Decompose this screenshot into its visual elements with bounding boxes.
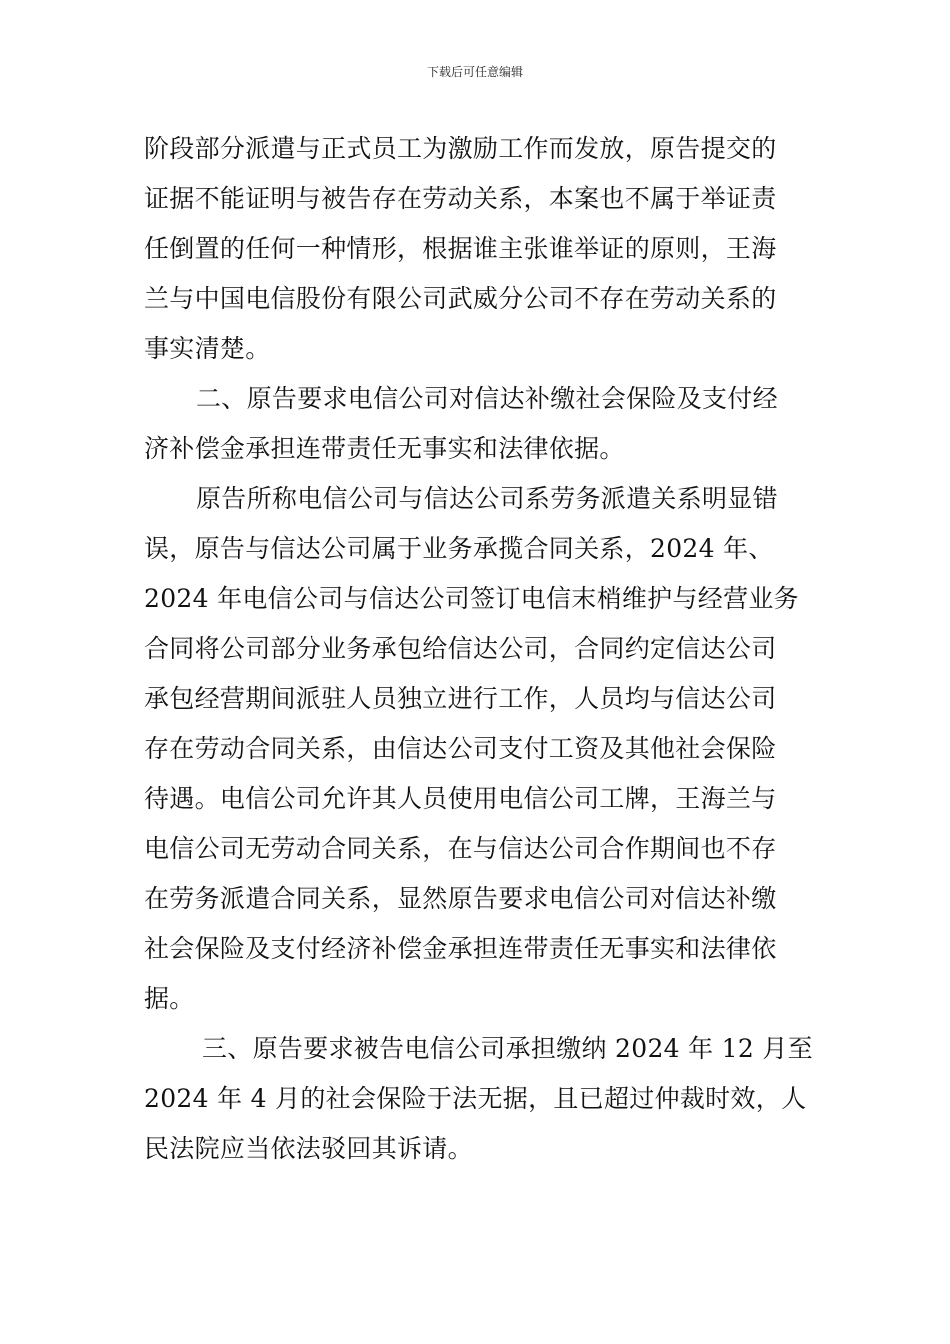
paragraph-start: 原告所称电信公司与信达公司系劳务派遣关系明显错 [196, 484, 778, 513]
text-line: 承包经营期间派驻人员独立进行工作，人员均与信达公司 [144, 684, 777, 713]
page-header: 下载后可任意编辑 [426, 65, 523, 79]
text-line: 济补偿金承担连带责任无事实和法律依据。 [144, 434, 625, 463]
text-line: 2024 年 4 月的社会保险于法无据，且已超过仲裁时效，人 [144, 1084, 807, 1113]
text-line: 待遇。电信公司允许其人员使用电信公司工牌，王海兰与 [144, 784, 777, 813]
document-body [144, 124, 816, 1174]
text-line: 电信公司无劳动合同关系，在与信达公司合作期间也不存 [144, 834, 777, 863]
text-line: 事实清楚。 [144, 334, 271, 363]
text-line: 阶段部分派遣与正式员工为激励工作而发放，原告提交的 [144, 134, 777, 163]
text-line: 误，原告与信达公司属于业务承揽合同关系，2024 年、 [144, 534, 774, 563]
section-heading-3: 三、原告要求被告电信公司承担缴纳 2024 年 12 月至 [202, 1034, 813, 1063]
text-line: 证据不能证明与被告存在劳动关系，本案也不属于举证责 [144, 184, 777, 213]
text-line: 据。 [144, 984, 195, 1013]
text-line: 任倒置的任何一种情形，根据谁主张谁举证的原则，王海 [144, 234, 777, 263]
text-line: 在劳务派遣合同关系，显然原告要求电信公司对信达补缴 [144, 884, 777, 913]
text-line: 社会保险及支付经济补偿金承担连带责任无事实和法律依 [144, 934, 777, 963]
section-heading-2: 二、原告要求电信公司对信达补缴社会保险及支付经 [196, 384, 778, 413]
text-line: 合同将公司部分业务承包给信达公司，合同约定信达公司 [144, 634, 777, 663]
text-line: 民法院应当依法驳回其诉请。 [144, 1134, 473, 1163]
text-line: 兰与中国电信股份有限公司武威分公司不存在劳动关系的 [144, 284, 777, 313]
text-line: 存在劳动合同关系，由信达公司支付工资及其他社会保险 [144, 734, 777, 763]
text-line: 2024 年电信公司与信达公司签订电信末梢维护与经营业务 [144, 584, 799, 613]
